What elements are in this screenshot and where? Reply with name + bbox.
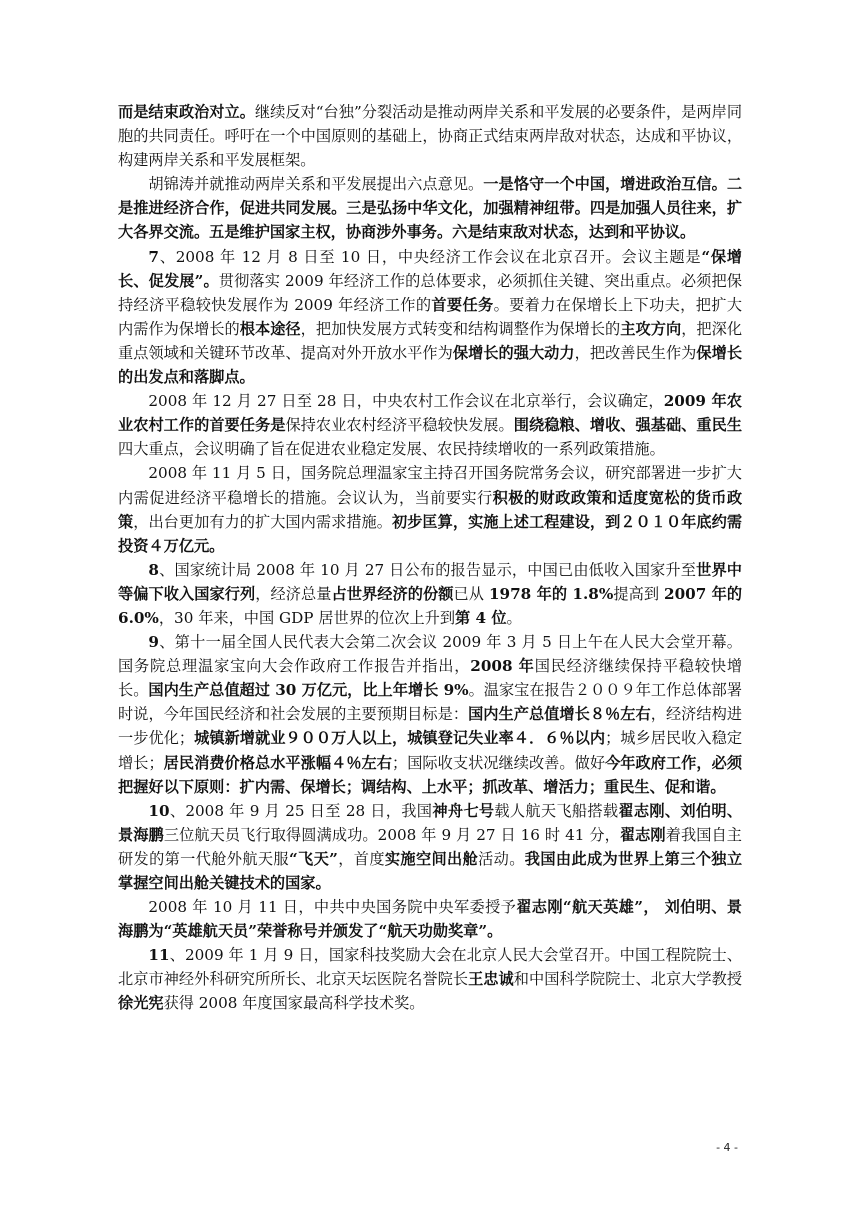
text-run: 提高到 [613,584,664,603]
bold-text-run: 翟志刚 [619,825,666,844]
paragraph [118,630,742,799]
paragraph [118,172,742,244]
document-body [118,100,742,1016]
bold-text-run: 2008 年 [470,657,535,676]
text-run: ，把加快发展方式转变和结构调整作为保增长的 [300,319,621,338]
text-run: ，经济结构进一步优化； [118,705,743,748]
text-run: ；国际收支状况继续改善。做好 [391,753,606,772]
bold-text-run: 一是恪守一个中国，增进政治互信。二是推进经济合作，促进共同发展。三是弘扬中华文化，加强精神纽带。四是加强人员往来，扩大各界交流。五是维护国家主权，协商涉外事务。六是结束敌对状态，达到和平协议。 [118,175,743,242]
text-run: 贯彻落实 2009 年经济工作的总体要求，必须抓住关键、突出重点。必须把保持经济平稳较快发展作为 2009 年经济工作的 [118,271,742,314]
bold-text-run: 主攻方向 [620,319,682,338]
text-run: 2008 年 10 月 11 日，中共中央国务院中央军委授予 [148,898,517,917]
page-number: - 4 - [716,1141,738,1154]
bold-text-run: 国内生产总值超过 30 万亿元，比上年增长 9% [148,681,469,700]
bold-text-run: 神舟七号 [432,801,495,820]
bold-text-run: 9 [148,633,159,652]
paragraph [118,100,742,172]
bold-text-run: 第 4 位 [455,608,507,627]
text-run: 2008 年 11 月 5 日，国务院总理温家宝主持召开国务院常务会议，研究部署进一步扩大内需促进经济平稳增长的措施。会议认为，当前要实行 [118,464,742,507]
paragraph [118,799,742,895]
bold-text-run: 2007 年的 6.0% [118,584,743,627]
text-run: ，把深化重点领域和关键环节改革、提高对外开放水平作为 [118,319,743,362]
bold-text-run: 我国由此成为世界上第三个独立掌握空间出舱关键技术的国家。 [118,849,743,892]
bold-text-run: 翟志刚“航天英雄”， [516,898,659,917]
bold-text-run: 7 [148,247,159,266]
paragraph [118,389,742,461]
text-run: 、国家统计局 2008 年 10 月 27 日公布的报告显示，中国已由低收入国家升至 [158,560,697,579]
text-run: 国民经济继续保持平稳较快增长。 [118,657,743,700]
bold-text-run: 根本途径 [239,319,301,338]
paragraph [118,943,742,1015]
text-run: 保持农业农村经济平稳较快发展。 [285,416,514,435]
bold-text-run: 围绕稳粮、增收、强基础、重民生 [513,416,743,435]
bold-text-run: 国内生产总值增长８％左右 [468,705,651,724]
text-run: 、第十一届全国人民代表大会第二次会议 2009 年 3 月 5 日上午在人民大会堂开幕。国务院总理温家宝向大会作政府工作报告并指出， [118,633,742,676]
bold-text-run: 刘伯明、景海鹏为“英雄航天员”荣誉称号并颁发了“航天功勋奖章”。 [118,898,742,941]
text-run: 。 [506,608,522,627]
bold-text-run: 而是结束政治对立。 [118,103,255,121]
text-run: 。要着力在保增长上下功夫，把扩大内需作为保增长的 [118,295,743,338]
paragraph [118,558,742,630]
bold-text-run: 积极的财政政策和适度宽松的货币政策 [118,488,743,531]
text-run: 继续反对“台独”分裂活动是推动两岸关系和平发展的必要条件，是两岸同胞的共同责任。呼吁在一个中国原则的基础上，协商正式结束两岸敌对状态，达成和平协议，构建两岸关系和平发展框架。 [118,103,743,170]
text-run: 2008 年 12 月 27 日至 28 日，中央农村工作会议在北京举行，会议确定， [148,392,664,411]
text-run: 活动。 [478,849,525,868]
bold-text-run: “保增长、促发展”。 [118,247,742,290]
bold-text-run: 1978 年的 1.8% [488,584,614,603]
bold-text-run: 2009 年农业农村工作的首要任务是 [118,392,742,435]
text-run: 三位航天员飞行取得圆满成功。2008 年 9 月 27 日 16 时 41 分， [163,825,620,844]
paragraph [118,895,742,943]
bold-text-run: 世界中等偏下收入国家行列 [118,560,742,603]
text-run: 已从 [453,584,489,603]
bold-text-run: 城镇新增就业９００万人以上，城镇登记失业率４．６％以内 [194,729,606,748]
bold-text-run: 初步匡算，实施上述工程建设，到２０１０年底约需投资４万亿元。 [118,512,743,555]
text-run: ；城乡居民收入稳定增长； [118,729,743,772]
text-run: 、2009 年 1 月 9 日，国家科技奖励大会在北京人民大会堂召开。中国工程院院士、北京市神经外科研究所所长、北京天坛医院名誉院长 [118,946,742,989]
bold-text-run: 11 [148,946,170,965]
text-run: 着我国自主研发的第一代舱外航天服 [118,825,742,868]
bold-text-run: 保增长的出发点和落脚点。 [118,343,743,387]
text-run: 四大重点，会议明确了旨在促进农业稳定发展、农民持续增收的一系列政策措施。 [118,440,665,459]
text-run: 胡锦涛并就推动两岸关系和平发展提出六点意见。 [148,175,484,194]
bold-text-run: 实施空间出舱 [384,849,479,868]
text-run: ，30 年来，中国 GDP 居世界的位次上升到 [158,608,456,627]
bold-text-run: 首要任务 [431,295,494,314]
text-run: ，首度 [337,849,385,868]
bold-text-run: 徐光宪 [118,994,164,1013]
bold-text-run: 占世界经济的份额 [331,584,454,603]
text-run: ，出台更加有力的扩大国内需求措施。 [133,512,392,531]
bold-text-run: 居民消费价格总水平涨幅４％左右 [163,753,392,772]
paragraph [118,245,742,390]
text-run: 、2008 年 9 月 25 日至 28 日，我国 [169,801,433,820]
bold-text-run: 翟志刚、刘伯明、景海鹏 [118,801,743,844]
bold-text-run: 保增长的强大动力 [452,343,575,362]
bold-text-run: “飞天” [288,849,338,868]
bold-text-run: 10 [148,801,170,820]
paragraph [118,461,742,557]
text-run: 。温家宝在报告２００９年工作总体部署时说，今年国民经济和社会发展的主要预期目标是： [118,681,743,724]
text-run: 、2008 年 12 月 8 日至 10 日，中央经济工作会议在北京召开。会议主题是 [158,247,702,266]
bold-text-run: 今年政府工作，必须把握好以下原则：扩内需、保增长；调结构、上水平；抓改革、增活力；重民生、促和谐。 [118,753,743,796]
text-run: 和中国科学院院士、北京大学教授 [513,970,743,989]
text-run: ，把改善民生作为 [574,343,697,362]
text-run: 载人航天飞船搭载 [494,801,619,820]
bold-text-run: 王忠诚 [468,970,514,989]
bold-text-run: 8 [148,560,159,579]
text-run: 获得 2008 年度国家最高科学技术奖。 [163,994,425,1013]
text-run: ，经济总量 [255,584,332,603]
